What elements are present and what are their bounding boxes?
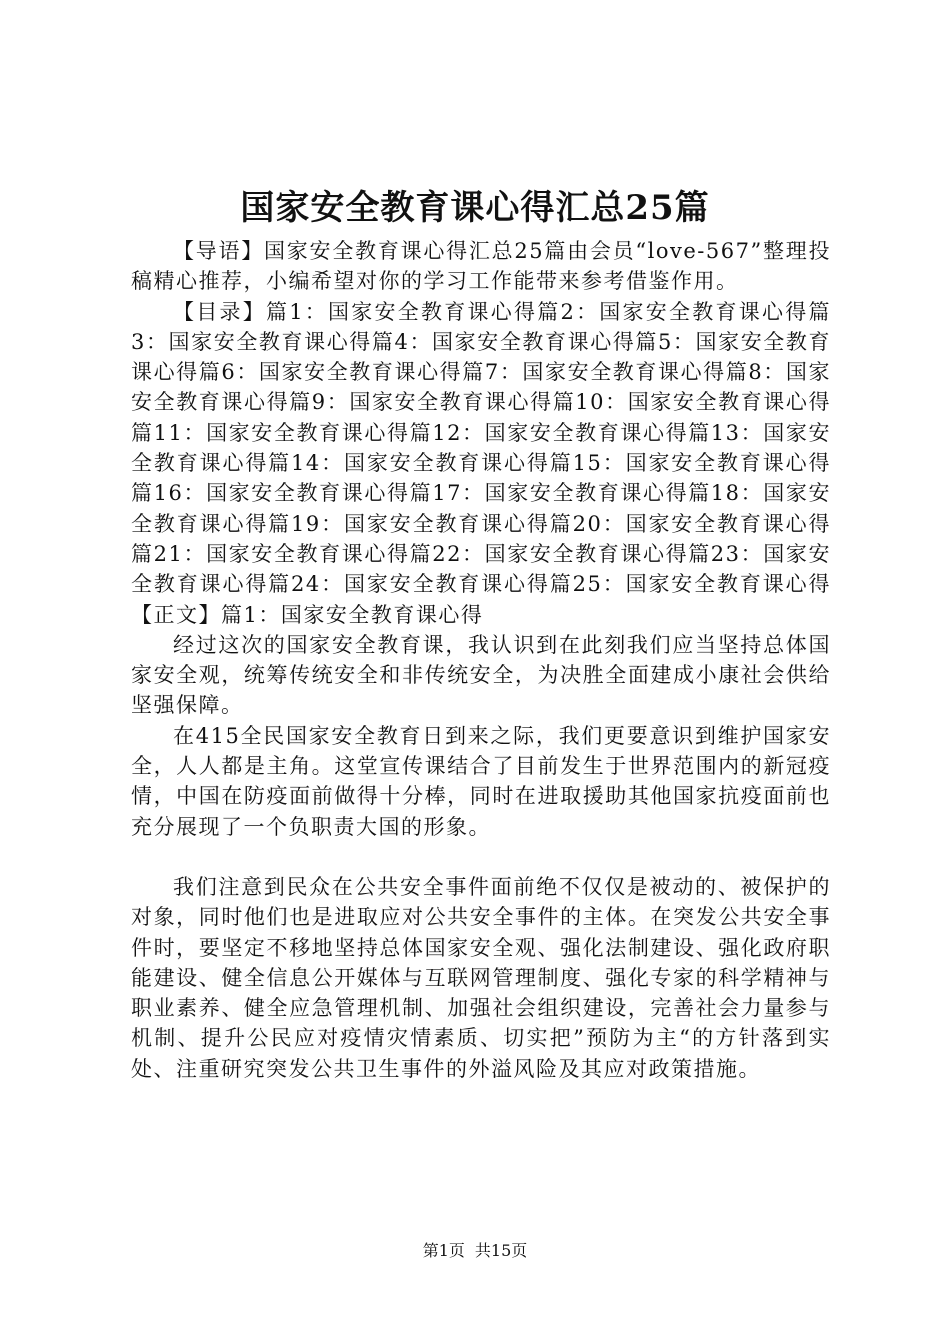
toc-paragraph: 【目录】篇1：国家安全教育课心得篇2：国家安全教育课心得篇3：国家安全教育课心得篇4：国家安全教育课心得篇5：国家安全教育课心得篇6：国家安全教育课心得篇7：国家安全教育课心得篇8：国家安全教育课心得篇9：国家安全教育课心得篇10：国家安全教育课心得篇11：国家安全教育课心得篇12：国家安全教育课心得篇13：国家安全教育课心得篇14：国家安全教育课心得篇15：国家安全教育课心得篇16：国家安全教育课心得篇17：国家安全教育课心得篇18：国家安全教育课心得篇19：国家安全教育课心得篇20：国家安全教育课心得篇21：国家安全教育课心得篇22：国家安全教育课心得篇23：国家安全教育课心得篇24：国家安全教育课心得篇25：国家安全教育课心得【正文】篇1：国家安全教育课心得 xyxy=(131,299,831,627)
page-footer xyxy=(0,1241,950,1261)
intro-paragraph: 【导语】国家安全教育课心得汇总25篇由会员“love-567”整理投稿精心推荐，小编希望对你的学习工作能带来参考借鉴作用。 xyxy=(131,239,831,294)
body-paragraph: 我们注意到民众在公共安全事件面前绝不仅仅是被动的、被保护的对象，同时他们也是进取应对公共安全事件的主体。在突发公共安全事件时，要坚定不移地坚持总体国家安全观、强化法制建设、强化政府职能建设、健全信息公开媒体与互联网管理制度、强化专家的科学精神与职业素养、健全应急管理机制、加强社会组织建设，完善社会力量参与机制、提升公民应对疫情灾情素质、切实把”预防为主“的方针落到实处、注重研究突发公共卫生事件的外溢风险及其应对政策措施。 xyxy=(131,874,831,1081)
document-body xyxy=(131,236,831,1084)
document-title: 国家安全教育课心得汇总25篇 xyxy=(240,188,710,228)
body-paragraph: 经过这次的国家安全教育课，我认识到在此刻我们应当坚持总体国家安全观，统筹传统安全和非传统安全，为决胜全面建成小康社会供给坚强保障。 xyxy=(131,632,831,718)
page-total: 共15页 xyxy=(474,1241,528,1260)
page-number: 第1页 xyxy=(422,1241,465,1260)
body-paragraph: 在415全民国家安全教育日到来之际，我们更要意识到维护国家安全，人人都是主角。这堂宣传课结合了目前发生于世界范围内的新冠疫情，中国在防疫面前做得十分棒，同时在进取援助其他国家抗疫面前也充分展现了一个负职责大国的形象。 xyxy=(131,723,831,839)
